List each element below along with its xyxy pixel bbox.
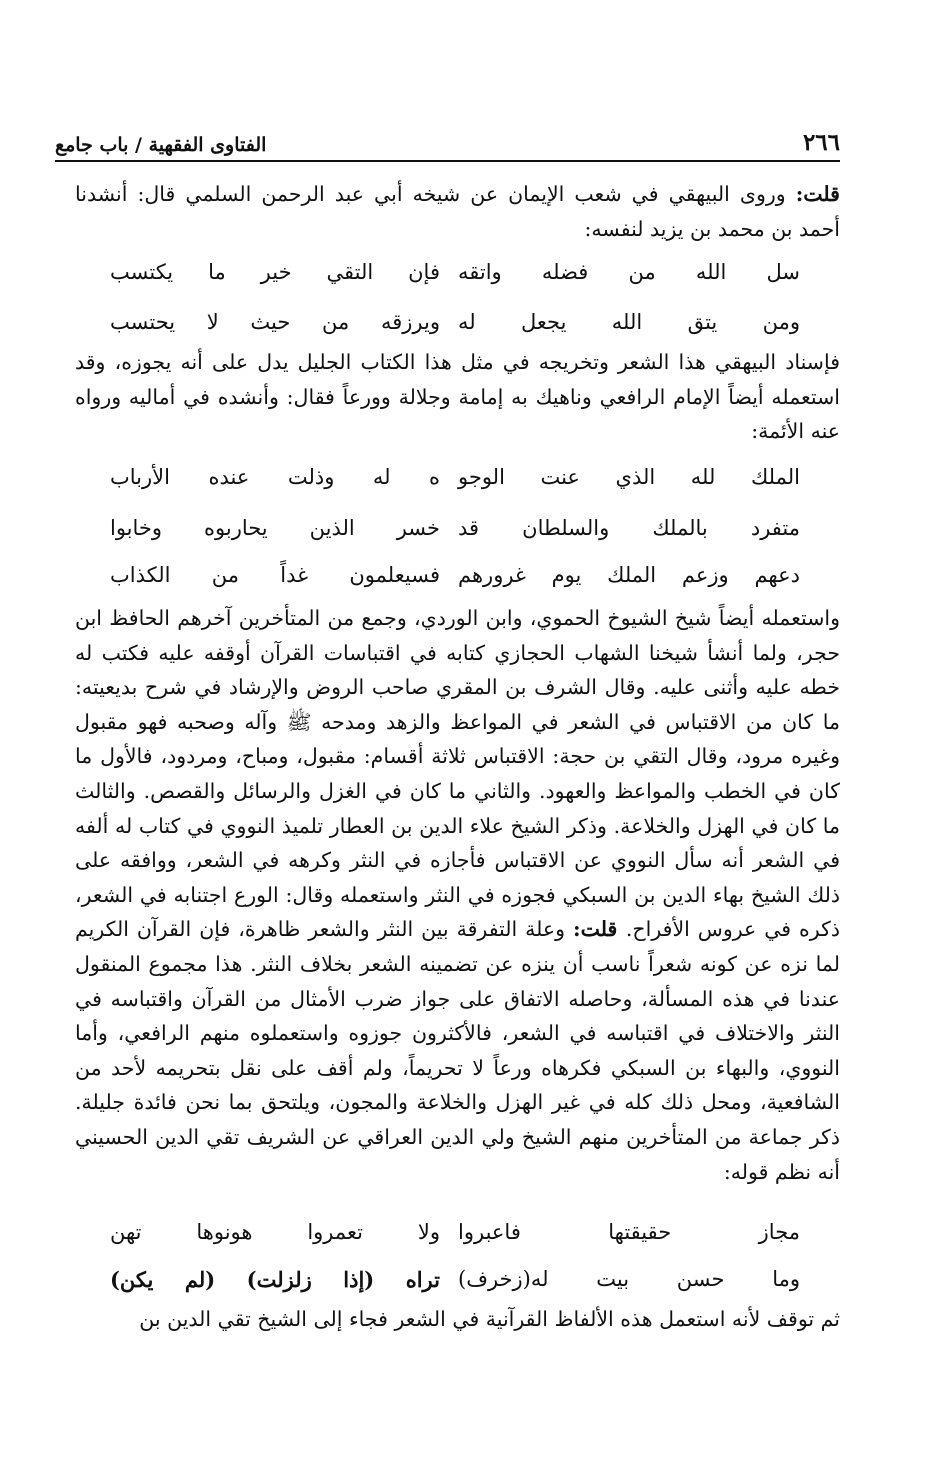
verse-line [110,457,800,497]
verse-second-hemistich: تراه (إذا زلزلت) (لم يكن) [110,1266,440,1292]
paragraph-1-text: وروى البيهقي في شعب الإيمان عن شيخه أبي عبد الرحمن السلمي قال: أنشدنا أحمد بن محمد بن يزيد لنفسه: [75,182,840,241]
page-number: ٢٦٦ [802,129,840,156]
verse-first-hemistich: سل الله من فضله واتقه [458,260,800,284]
paragraph-2: فإسناد البيهقي هذا الشعر وتخريجه في مثل هذا الكتاب الجليل يدل على أنه يجوزه، وقد استعمله أيضاً الإمام الرافعي وناهيك به إمامة وجلالة وورعاً فقال: وأنشده في أماليه ورواه عنه الأئمة: [75,350,840,444]
running-title: الفتاوى الفقهية / باب جامع [55,134,267,156]
verse-first-hemistich: متفرد بالملك والسلطان قد [458,516,800,540]
verse-line [110,555,800,595]
verse-second-hemistich: خسر الذين يحاربوه وخابوا [110,516,440,540]
qultu-label: قلت: [573,917,626,942]
verse-second-hemistich: ولا تعمروا هونوها تهن [110,1220,440,1244]
verse-first-hemistich: الملك لله الذي عنت الوجو [458,465,800,489]
paragraph-1 [75,177,840,246]
verse-second-hemistich: ويرزقه من حيث لا يحتسب [110,310,440,334]
verse-first-hemistich: وما حسن بيت له(زخرف) [458,1267,800,1291]
qultu-label: قلت: [795,182,840,206]
verse-first-hemistich: مجاز حقيقتها فاعبروا [458,1220,800,1244]
verse-line [110,1212,800,1252]
paragraph-3-part-1: واستعمله أيضاً شيخ الشيوخ الحموي، وابن الوردي، وجمع من المتأخرين آخرهم الحافظ ابن حجر، ولما أنشأ شيخنا الشهاب الحجازي كتابه في اقتباسات القرآن أوقفه عليه فكتب له خطه عليه وأثنى عليه. وقال الشرف بن المقري صاحب الروض والإرشاد في شرح بديعيته: ما كان من الاقتباس في الشعر في المواعظ والزهد ومدحه ﷺ وآله وصحبه فهو مقبول وغيره مرود، وقال التقي بن حجة: الاقتباس ثلاثة أقسام: مقبول، ومباح، ومردود، فالأول ما كان في الخطب والمواعظ والعهود. والثاني ما كان في الغزل والرسائل والقصص. والثالث ما كان في الهزل والخلاعة. وذكر الشيخ علاء الدين بن العطار تلميذ النووي في كتاب له ألفه في الشعر أنه سأل النووي عن الاقتباس فأجازه في النثر وكرهه في الشعر، ووافقه على ذلك الشيخ بهاء الدين بن السبكي فجوزه في النثر واستعمله وقال: الورع اجتنابه في الشعر، ذكره في عروس الأفراح. [75,606,840,942]
verse-first-hemistich: دعهم وزعم الملك يوم غرورهم [458,563,800,587]
verse-line [110,1259,800,1299]
verse-first-hemistich: ومن يتق الله يجعل له [458,310,800,334]
page-header [55,118,840,156]
paragraph-3-part-2: وعلة التفرقة بين النثر والشعر ظاهرة، فإن القرآن الكريم لما نزه عن كونه شعراً ناسب أن ينزه عن تضمينه الشعر بخلاف النثر. هذا مجموع المنقول عندنا في هذه المسألة، وحاصله الاتفاق على جواز ضرب الأمثال من القرآن واقتباسه في النثر والاختلاف في اقتباسه في الشعر، فالأكثرون جوزوه واستعملوه منهم الرافعي، وأما النووي، والبهاء بن السبكي فكرهاه ورعاً لا تحريماً، ولم أقف على نقل بتحريمه لأحد من الشافعية، ومحل ذلك كله في غير الهزل والخلاعة والمجون، ويلتحق بما نحن فائدة جليلة. ذكر جماعة من المتأخرين منهم الشيخ ولي الدين العراقي عن الشريف تقي الدين الحسيني أنه نظم قوله: [75,917,841,1184]
verse-second-hemistich: فسيعلمون غداً من الكذاب [110,563,440,587]
verse-line [110,302,800,342]
verse-line [110,508,800,548]
verse-second-hemistich: ه له وذلت عنده الأرباب [110,465,440,489]
verse-line [110,252,800,292]
paragraph-3 [75,601,840,1189]
paragraph-4: ثم توقف لأنه استعمل هذه الألفاظ القرآنية في الشعر فجاء إلى الشيخ تقي الدين بن [139,1307,840,1331]
verse-second-hemistich: فإن التقي خير ما يكتسب [110,260,440,284]
header-rule [55,160,840,162]
